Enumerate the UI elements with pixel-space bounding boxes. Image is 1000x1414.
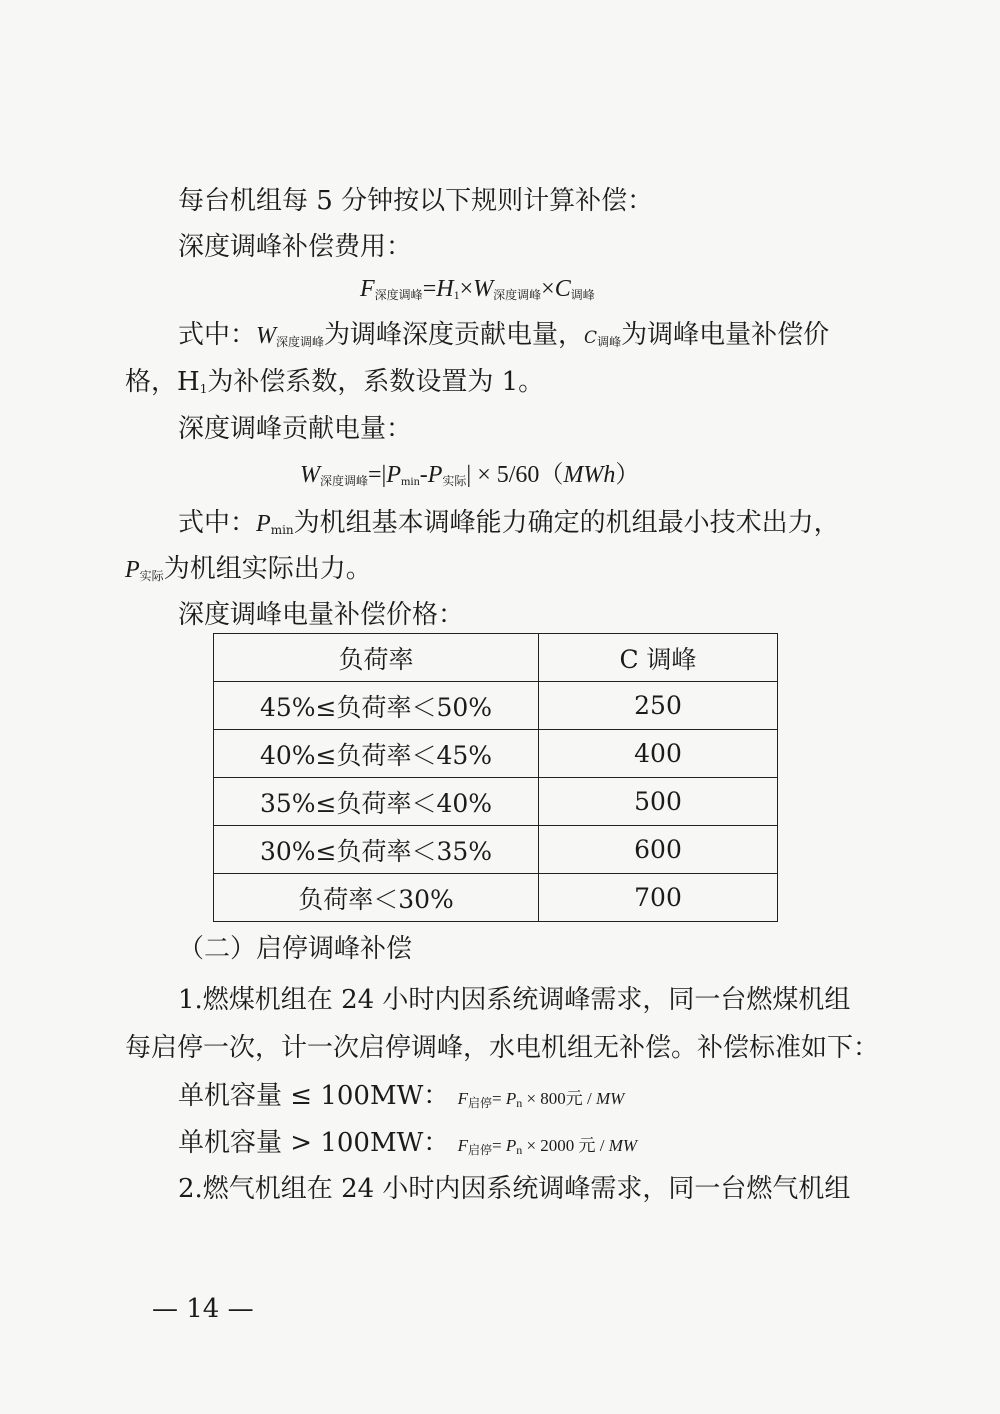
paragraph-rule-intro: 每台机组每 5 分钟按以下规则计算补偿： — [178, 186, 654, 216]
cell-load-rate: 35%≤负荷率＜40% — [214, 778, 539, 826]
paragraph-formula-explanation: 式中：$W_{深度调峰}$为调峰深度贡献电量，$C_{调峰}$为调峰电量补偿价 — [178, 320, 830, 350]
cell-price: 500 — [539, 778, 778, 826]
table-header-row — [214, 634, 778, 682]
table-row — [214, 778, 778, 826]
table-row — [214, 826, 778, 874]
cell-load-rate: 30%≤负荷率＜35% — [214, 826, 539, 874]
rule-capacity-small: 单机容量 ≤ 100MW： $F_{启停}= P_n \times 800$元 / MW — [178, 1081, 625, 1111]
table-row — [214, 874, 778, 922]
paragraph-coal-units: 1.燃煤机组在 24 小时内因系统调峰需求，同一台燃煤机组 — [178, 985, 851, 1015]
rule-capacity-large: 单机容量 > 100MW： $F_{启停}= P_n \times 2000$ 元 / MW — [178, 1128, 638, 1158]
heading-price-table: 深度调峰电量补偿价格： — [178, 600, 465, 630]
cell-price: 250 — [539, 682, 778, 730]
heading-deep-peak-fee: 深度调峰补偿费用： — [178, 232, 413, 262]
paragraph-formula-explanation-cont: 格，$H_1$为补偿系数，系数设置为 1。 — [125, 367, 545, 397]
page-number: — 14 — — [152, 1294, 254, 1324]
heading-contribution: 深度调峰贡献电量： — [178, 414, 413, 444]
header-load-rate: 负荷率 — [214, 634, 539, 682]
paragraph-gas-units: 2.燃气机组在 24 小时内因系统调峰需求，同一台燃气机组 — [178, 1174, 851, 1204]
table-row — [214, 730, 778, 778]
formula-deep-peak-fee: $F_{深度调峰}=H_1\times W_{深度调峰}\times C_{调峰}$ — [360, 276, 595, 302]
paragraph-pmin-explanation: 式中：$P_{min}$为机组基本调峰能力确定的机组最小技术出力， — [178, 508, 840, 538]
cell-price: 400 — [539, 730, 778, 778]
cell-load-rate: 40%≤负荷率＜45% — [214, 730, 539, 778]
paragraph-pactual-explanation: $P_{实际}$为机组实际出力。 — [125, 554, 372, 584]
cell-price: 600 — [539, 826, 778, 874]
formula-contribution: $W_{深度调峰}=|P_{min}-P_{实际}| \times 5/60(MWh)$ — [300, 462, 640, 488]
heading-start-stop: （二）启停调峰补偿 — [178, 934, 413, 964]
header-c-peak: C 调峰 — [539, 634, 778, 682]
cell-load-rate: 45%≤负荷率＜50% — [214, 682, 539, 730]
table-row — [214, 682, 778, 730]
paragraph-coal-units-cont: 每启停一次，计一次启停调峰，水电机组无补偿。补偿标准如下： — [125, 1033, 880, 1063]
cell-price: 700 — [539, 874, 778, 922]
cell-load-rate: 负荷率＜30% — [214, 874, 539, 922]
compensation-price-table — [213, 633, 778, 922]
